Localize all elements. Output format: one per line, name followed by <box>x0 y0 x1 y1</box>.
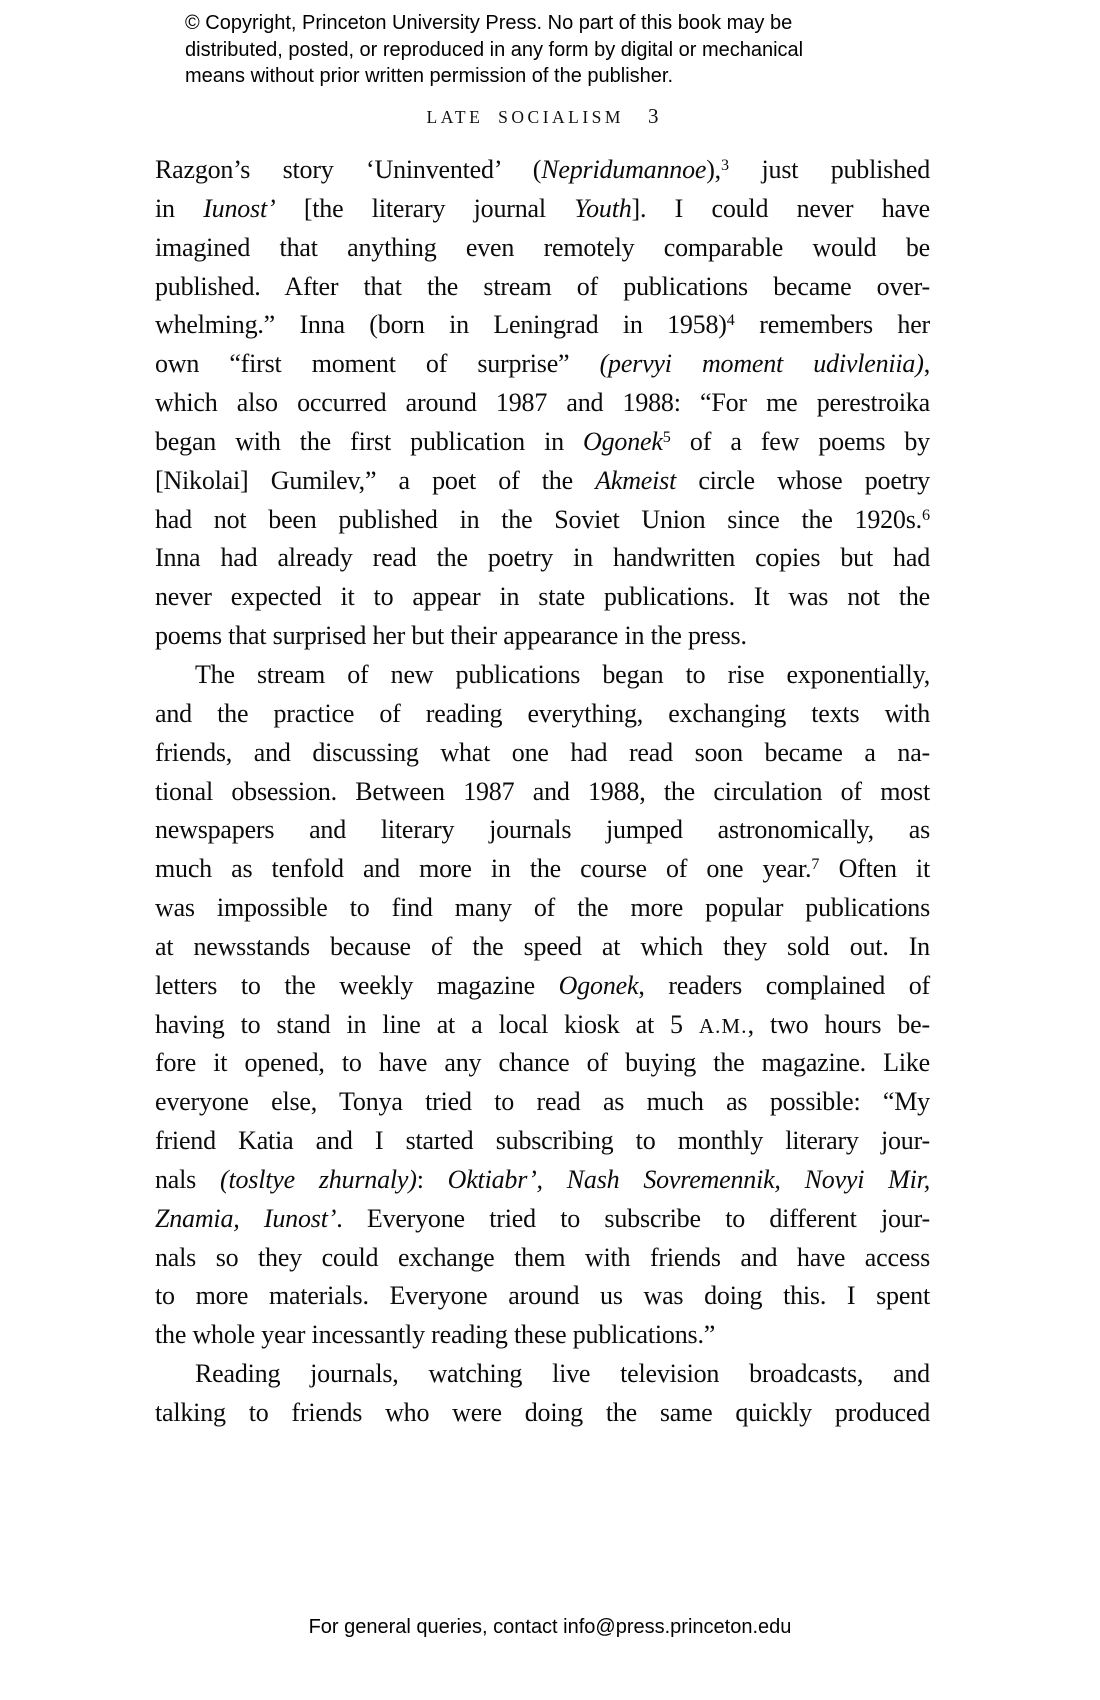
italic-text: (pervyi moment udivleniia) <box>599 349 924 379</box>
italic-text: Nepridumannoe <box>541 155 707 184</box>
body-text: , <box>923 349 930 379</box>
body-text: poems that surprised her but their appearance in the press. <box>155 621 747 651</box>
text-line <box>155 773 930 812</box>
body-text: imagined that anything even remotely comparable would be <box>155 232 930 262</box>
page-number: 3 <box>647 104 659 128</box>
body-text: never expected it to appear in state publications. It was not the <box>155 582 930 612</box>
body-text: The stream of new publications began to rise exponentially, <box>195 659 930 689</box>
text-line <box>155 306 930 345</box>
body-text: at newsstands because of the speed at which they sold out. In <box>155 931 930 961</box>
body-text: Razgon’s story ‘Uninvented’ ( <box>155 155 542 184</box>
copyright-line: distributed, posted, or reproduced in any form by digital or mechanical <box>185 38 804 61</box>
body-text: which also occurred around 1987 and 1988: “For me perestroika <box>155 388 930 418</box>
text-line <box>155 1239 930 1278</box>
text-line <box>155 384 930 423</box>
text-line <box>155 1277 930 1316</box>
italic-text: (tosltye zhurnaly) <box>220 1164 417 1194</box>
text-line <box>155 151 930 190</box>
italic-text: Iunost’ <box>203 193 276 223</box>
italic-text: Akmeist <box>595 465 677 495</box>
body-text: fore it opened, to have any chance of buying the magazine. Like <box>155 1048 930 1078</box>
text-line <box>155 1122 930 1161</box>
text-line <box>155 1394 930 1433</box>
body-text: having to stand in line at a local kiosk at 5 <box>155 1009 699 1039</box>
body-text: talking to friends who were doing the same quickly produced <box>155 1398 930 1427</box>
body-text: began with the first publication in <box>155 426 584 456</box>
copyright-line: means without prior written permission of the publisher. <box>185 65 674 87</box>
footnote-ref: 3 <box>720 156 730 174</box>
italic-text: Ogonek <box>558 970 639 1000</box>
body-text: , readers complained of <box>638 970 930 1000</box>
italic-text: Znamia, Iunost’ <box>155 1203 337 1233</box>
body-text: published. After that the stream of publications became over- <box>155 271 930 301</box>
body-text: Inna had already read the poetry in handwritten copies but had <box>155 543 930 573</box>
body-text: was impossible to find many of the more popular publications <box>155 893 930 923</box>
body-text: everyone else, Tonya tried to read as much as possible: “My <box>155 1087 930 1117</box>
text-line <box>155 423 930 462</box>
body-text: the whole year incessantly reading these publications.” <box>155 1320 716 1350</box>
text-line <box>155 229 930 268</box>
text-line <box>155 1161 930 1200</box>
body-text: [Nikolai] Gumilev,” a poet of the <box>155 465 596 495</box>
copyright-line: © Copyright, Princeton University Press. No part of this book may be <box>185 12 793 34</box>
body-text: and the practice of reading everything, exchanging texts with <box>155 698 930 728</box>
italic-text: Oktiabr’, Nash Sovremennik, Novyi Mir, <box>447 1164 931 1194</box>
text-line <box>155 617 930 656</box>
text-line <box>155 1083 930 1122</box>
text-line <box>155 1355 930 1394</box>
body-text: letters to the weekly magazine <box>155 970 559 1000</box>
text-line <box>155 695 930 734</box>
body-text: newspapers and literary journals jumped astronomically, as <box>155 815 930 845</box>
footnote-ref: 4 <box>726 312 735 330</box>
italic-text: Youth <box>574 193 632 223</box>
body-text: nals so they could exchange them with friends and have access <box>155 1242 930 1272</box>
body-text: whelming.” Inna (born in Leningrad in 1958) <box>155 310 727 340</box>
text-line <box>155 811 930 850</box>
body-text: of a few poems by <box>670 426 930 456</box>
text-line <box>155 734 930 773</box>
page-body <box>155 151 930 1433</box>
body-text: just published <box>729 155 931 184</box>
italic-text: Ogonek <box>583 426 663 456</box>
text-line <box>155 656 930 695</box>
footnote-ref: 5 <box>662 428 671 446</box>
body-text: nals <box>155 1164 220 1194</box>
chapter-title: LATE SOCIALISM <box>426 107 624 127</box>
body-text: much as tenfold and more in the course of one year. <box>155 854 812 884</box>
body-text: friend Katia and I started subscribing to monthly literary jour- <box>155 1126 930 1156</box>
text-line <box>155 462 930 501</box>
body-text: friends, and discussing what one had read soon became a na- <box>155 737 930 767</box>
body-text: to more materials. Everyone around us was doing this. I spent <box>155 1281 930 1311</box>
footnote-ref: 7 <box>811 856 820 874</box>
body-text: , two hours be- <box>747 1009 930 1039</box>
body-text: ]. I could never have <box>631 193 930 223</box>
text-line <box>155 889 930 928</box>
text-line <box>155 1006 930 1045</box>
copyright-notice <box>185 10 885 90</box>
small-caps-text: A.M. <box>698 1014 748 1038</box>
text-line <box>155 928 930 967</box>
body-text: ), <box>706 155 721 184</box>
text-line <box>155 268 930 307</box>
running-header <box>155 104 930 129</box>
body-text: . Everyone tried to subscribe to different jour- <box>336 1203 930 1233</box>
body-text: : <box>416 1164 448 1194</box>
text-line <box>155 967 930 1006</box>
text-line <box>155 1316 930 1355</box>
body-text: in <box>155 193 204 223</box>
footnote-ref: 6 <box>921 506 930 524</box>
text-line <box>155 345 930 384</box>
text-line <box>155 190 930 229</box>
body-text: remembers her <box>734 310 930 340</box>
body-text: circle whose poetry <box>676 465 930 495</box>
body-text: had not been published in the Soviet Union since the 1920s. <box>155 504 922 534</box>
body-text: Often it <box>819 854 930 884</box>
text-line <box>155 539 930 578</box>
body-text: own “first moment of surprise” <box>155 349 600 379</box>
footer-contact-line: For general queries, contact info@press.princeton.edu <box>308 1616 792 1638</box>
body-text: [the literary journal <box>275 193 575 223</box>
text-line <box>155 578 930 617</box>
body-text: Reading journals, watching live television broadcasts, and <box>195 1359 930 1389</box>
text-line <box>155 501 930 540</box>
text-line <box>155 1044 930 1083</box>
text-line <box>155 850 930 889</box>
body-text: tional obsession. Between 1987 and 1988, the circulation of most <box>155 776 930 806</box>
text-line <box>155 1200 930 1239</box>
